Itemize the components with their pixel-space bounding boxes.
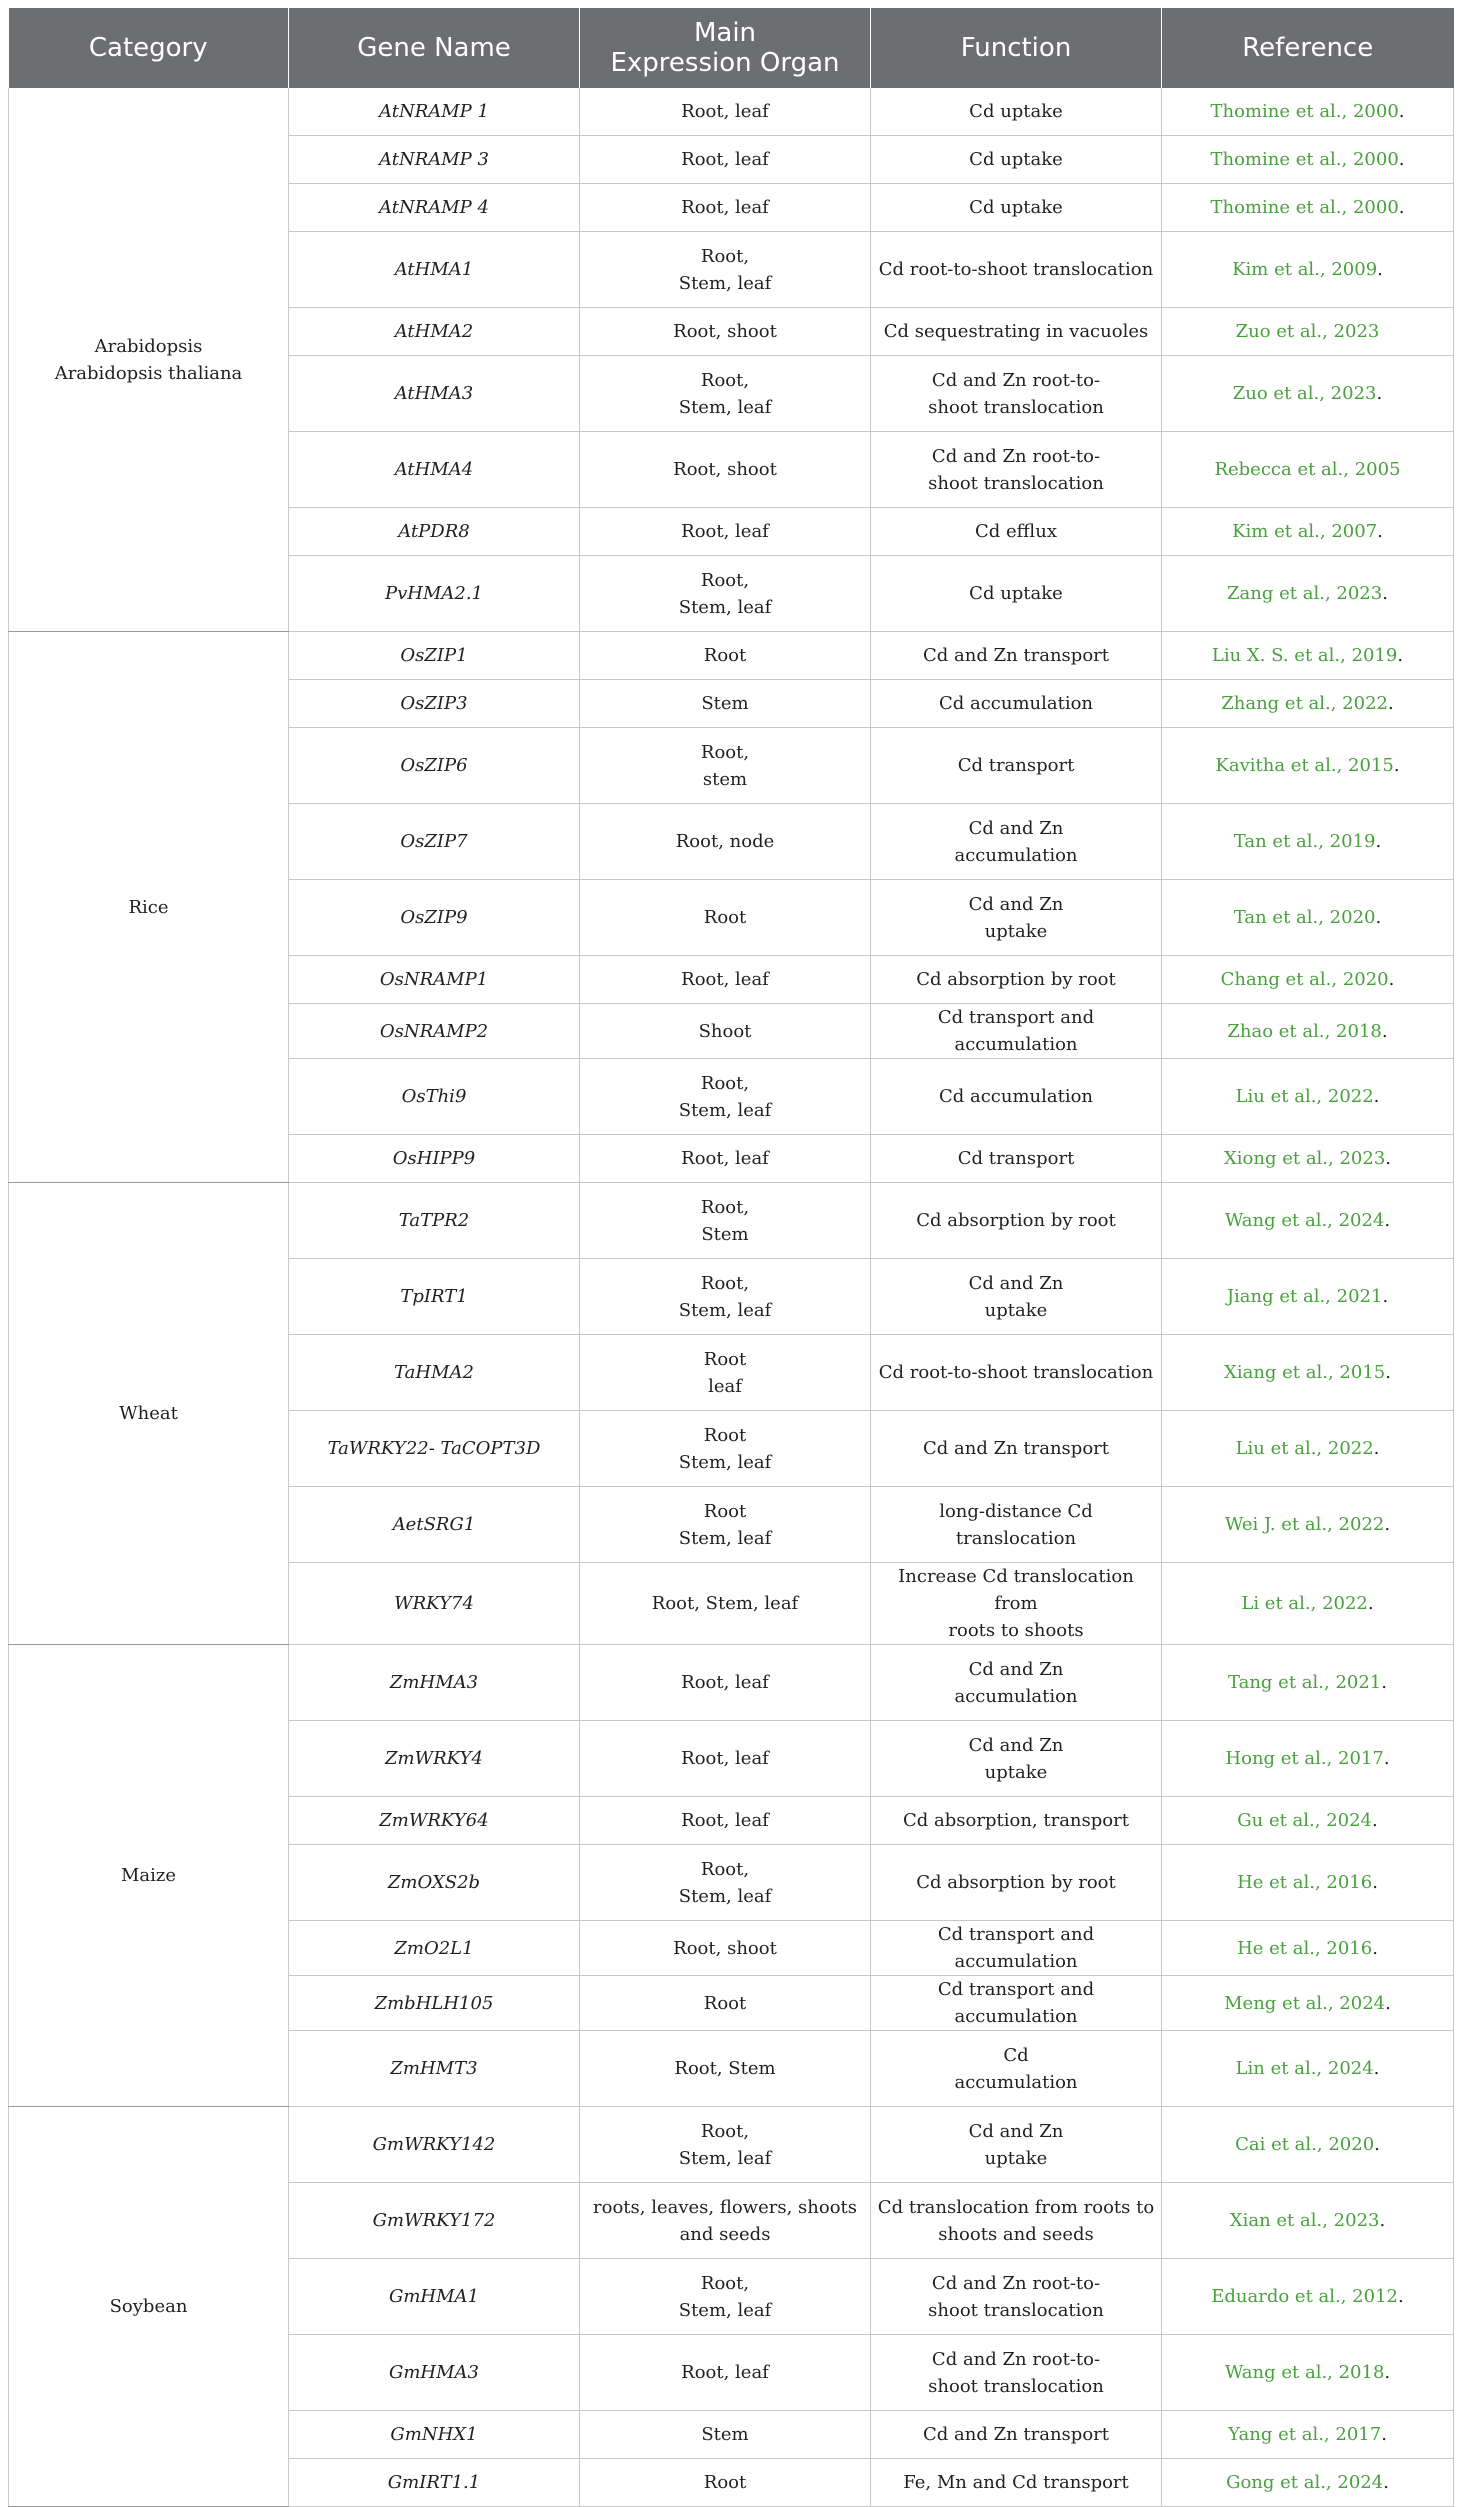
gene-name-cell: TaWRKY22- TaCOPT3D [289, 1411, 580, 1487]
header-category: Category [9, 8, 289, 88]
function-cell: Cd absorption, transport [871, 1797, 1162, 1845]
reference-cell [1162, 184, 1454, 232]
expression-organ-cell: Root, Stem, leaf [580, 556, 871, 632]
gene-name-cell: OsHIPP9 [289, 1135, 580, 1183]
gene-name-cell: PvHMA2.1 [289, 556, 580, 632]
table-row [9, 2107, 1454, 2183]
expression-organ-cell: Shoot [580, 1004, 871, 1059]
reference-cell [1162, 1411, 1454, 1487]
gene-name-cell: AtHMA1 [289, 232, 580, 308]
reference-cell [1162, 680, 1454, 728]
gene-name-cell: OsZIP6 [289, 728, 580, 804]
gene-name-cell: ZmHMT3 [289, 2031, 580, 2107]
reference-link[interactable]: Thomine et al., 2000 [1210, 101, 1399, 122]
expression-organ-cell: Root, Stem, leaf [580, 1259, 871, 1335]
category-cell: Rice [9, 632, 289, 1183]
reference-period: . [1377, 259, 1383, 280]
expression-organ-cell: Root [580, 632, 871, 680]
reference-cell [1162, 956, 1454, 1004]
reference-cell [1162, 1487, 1454, 1563]
reference-link[interactable]: Zhang et al., 2022 [1221, 693, 1388, 714]
function-cell: Cd and Zn uptake [871, 1721, 1162, 1797]
gene-name-cell: TpIRT1 [289, 1259, 580, 1335]
expression-organ-cell: Root, leaf [580, 136, 871, 184]
reference-cell [1162, 2031, 1454, 2107]
reference-cell [1162, 1845, 1454, 1921]
expression-organ-cell: Root, Stem, leaf [580, 232, 871, 308]
reference-link[interactable]: Rebecca et al., 2005 [1214, 459, 1401, 480]
expression-organ-cell: Stem [580, 2411, 871, 2459]
expression-organ-cell: Root, Stem [580, 1183, 871, 1259]
reference-period: . [1373, 1438, 1380, 1459]
gene-name-cell: ZmbHLH105 [289, 1976, 580, 2031]
category-cell: Soybean [9, 2107, 289, 2507]
reference-period: . [1385, 1992, 1391, 2014]
reference-link[interactable]: Gong et al., 2024 [1226, 2472, 1384, 2493]
reference-period: . [1372, 1810, 1378, 1831]
function-cell: Cd sequestrating in vacuoles [871, 308, 1162, 356]
gene-name-cell: AtHMA2 [289, 308, 580, 356]
gene-name-cell: AtNRAMP 3 [289, 136, 580, 184]
reference-period: . [1398, 2286, 1404, 2307]
header-gene-name: Gene Name [289, 8, 580, 88]
function-cell: Cd and Zn root-to- shoot translocation [871, 2259, 1162, 2335]
reference-link[interactable]: He et al., 2016 [1237, 1937, 1373, 1959]
expression-organ-cell: Root, Stem, leaf [580, 2259, 871, 2335]
reference-period: . [1385, 1362, 1391, 1383]
gene-name-cell: AetSRG1 [289, 1487, 580, 1563]
reference-cell [1162, 1797, 1454, 1845]
reference-period: . [1383, 2472, 1389, 2493]
function-cell: Increase Cd translocation from roots to shoots [871, 1563, 1162, 1645]
reference-period: . [1384, 2362, 1391, 2383]
reference-cell [1162, 1563, 1454, 1645]
function-cell: Cd accumulation [871, 1059, 1162, 1135]
reference-link[interactable]: Liu et al., 2022 [1235, 1086, 1374, 1107]
reference-link[interactable]: Thomine et al., 2000 [1210, 197, 1399, 218]
expression-organ-cell: Root Stem, leaf [580, 1487, 871, 1563]
expression-organ-cell: Root [580, 880, 871, 956]
function-cell: Cd uptake [871, 184, 1162, 232]
reference-period: . [1388, 693, 1394, 714]
function-cell: Cd transport and accumulation [871, 1921, 1162, 1976]
reference-period: . [1374, 2134, 1380, 2155]
gene-table-container [8, 8, 1453, 2507]
reference-period: . [1373, 1086, 1380, 1107]
gene-name-cell: OsNRAMP2 [289, 1004, 580, 1059]
reference-cell [1162, 1004, 1454, 1059]
reference-period: . [1379, 2210, 1386, 2231]
reference-period: . [1377, 521, 1383, 542]
expression-organ-cell: Root [580, 1976, 871, 2031]
reference-cell [1162, 1335, 1454, 1411]
reference-period: . [1372, 1872, 1378, 1893]
reference-cell [1162, 1135, 1454, 1183]
reference-link[interactable]: Yang et al., 2017 [1228, 2424, 1382, 2445]
gene-name-cell: GmHMA1 [289, 2259, 580, 2335]
reference-link[interactable]: Zhao et al., 2018 [1227, 1020, 1382, 1042]
table-body [9, 88, 1454, 2507]
expression-organ-cell: Root, Stem [580, 2031, 871, 2107]
expression-organ-cell: Root, leaf [580, 2335, 871, 2411]
gene-name-cell: ZmWRKY64 [289, 1797, 580, 1845]
expression-organ-cell: Root, Stem, leaf [580, 1845, 871, 1921]
expression-organ-cell: Root, shoot [580, 1921, 871, 1976]
reference-period: . [1398, 197, 1405, 218]
gene-name-cell: AtHMA3 [289, 356, 580, 432]
reference-cell [1162, 880, 1454, 956]
reference-cell [1162, 1183, 1454, 1259]
function-cell: Cd and Zn accumulation [871, 1645, 1162, 1721]
reference-cell [1162, 728, 1454, 804]
reference-link[interactable]: Tan et al., 2019 [1233, 831, 1376, 852]
table-row [9, 1645, 1454, 1721]
reference-link[interactable]: Tan et al., 2020 [1233, 907, 1376, 928]
expression-organ-cell: Root, leaf [580, 184, 871, 232]
expression-organ-cell: Root, Stem, leaf [580, 356, 871, 432]
reference-link[interactable]: Jiang et al., 2021 [1226, 1286, 1383, 1307]
expression-organ-cell: Root, leaf [580, 88, 871, 136]
reference-period: . [1381, 2424, 1387, 2445]
reference-link[interactable]: He et al., 2016 [1237, 1872, 1373, 1893]
table-row [9, 1183, 1454, 1259]
reference-period: . [1381, 1672, 1387, 1693]
reference-period: . [1381, 1020, 1388, 1042]
reference-cell [1162, 88, 1454, 136]
gene-name-cell: ZmO2L1 [289, 1921, 580, 1976]
reference-period: . [1393, 755, 1400, 776]
table-row [9, 88, 1454, 136]
gene-name-cell: GmNHX1 [289, 2411, 580, 2459]
gene-table [8, 8, 1454, 2507]
reference-cell [1162, 632, 1454, 680]
gene-name-cell: ZmHMA3 [289, 1645, 580, 1721]
function-cell: Cd efflux [871, 508, 1162, 556]
reference-period: . [1382, 1286, 1389, 1307]
function-cell: Cd uptake [871, 556, 1162, 632]
function-cell: Cd and Zn root-to- shoot translocation [871, 356, 1162, 432]
function-cell: Cd absorption by root [871, 1183, 1162, 1259]
expression-organ-cell: Root, leaf [580, 508, 871, 556]
function-cell: Cd transport and accumulation [871, 1976, 1162, 2031]
expression-organ-cell: Root, Stem, leaf [580, 1059, 871, 1135]
expression-organ-cell: Root, leaf [580, 1135, 871, 1183]
reference-cell [1162, 308, 1454, 356]
reference-cell [1162, 1059, 1454, 1135]
reference-cell [1162, 136, 1454, 184]
reference-link[interactable]: Xiang et al., 2015 [1224, 1362, 1386, 1383]
expression-organ-cell: Root, leaf [580, 1721, 871, 1797]
gene-name-cell: AtHMA4 [289, 432, 580, 508]
category-cell: Wheat [9, 1183, 289, 1645]
gene-name-cell: OsThi9 [289, 1059, 580, 1135]
reference-link[interactable]: Cai et al., 2020 [1235, 2134, 1375, 2155]
reference-period: . [1398, 149, 1405, 170]
expression-organ-cell: Root, stem [580, 728, 871, 804]
header-expression-organ: Main Expression Organ [580, 8, 871, 88]
expression-organ-cell: Stem [580, 680, 871, 728]
function-cell: Cd and Zn uptake [871, 1259, 1162, 1335]
reference-link[interactable]: Zuo et al., 2023 [1235, 321, 1380, 342]
table-row [9, 632, 1454, 680]
function-cell: Cd translocation from roots to shoots and seeds [871, 2183, 1162, 2259]
function-cell: Cd transport [871, 1135, 1162, 1183]
reference-cell [1162, 2335, 1454, 2411]
expression-organ-cell: Root, shoot [580, 432, 871, 508]
reference-cell [1162, 2411, 1454, 2459]
reference-link[interactable]: Kim et al., 2009 [1232, 259, 1378, 280]
reference-period: . [1376, 383, 1383, 404]
expression-organ-cell: Root, node [580, 804, 871, 880]
reference-link[interactable]: Liu et al., 2022 [1235, 1438, 1374, 1459]
reference-cell [1162, 1921, 1454, 1976]
gene-name-cell: OsNRAMP1 [289, 956, 580, 1004]
function-cell: Cd absorption by root [871, 1845, 1162, 1921]
gene-name-cell: OsZIP1 [289, 632, 580, 680]
reference-link[interactable]: Zuo et al., 2023 [1232, 383, 1377, 404]
expression-organ-cell: Root, leaf [580, 1645, 871, 1721]
expression-organ-cell: Root, shoot [580, 308, 871, 356]
reference-link[interactable]: Lin et al., 2024 [1235, 2058, 1374, 2079]
expression-organ-cell: Root Stem, leaf [580, 1411, 871, 1487]
reference-cell [1162, 804, 1454, 880]
gene-name-cell: GmIRT1.1 [289, 2459, 580, 2507]
reference-cell [1162, 2107, 1454, 2183]
category-cell: Arabidopsis Arabidopsis thaliana [9, 88, 289, 632]
function-cell: Cd uptake [871, 136, 1162, 184]
reference-period: . [1373, 2058, 1380, 2079]
function-cell: Cd accumulation [871, 680, 1162, 728]
reference-cell [1162, 556, 1454, 632]
gene-name-cell: TaTPR2 [289, 1183, 580, 1259]
reference-period: . [1372, 1937, 1378, 1959]
reference-cell [1162, 1259, 1454, 1335]
function-cell: Cd and Zn transport [871, 632, 1162, 680]
expression-organ-cell: Root [580, 2459, 871, 2507]
reference-link[interactable]: Wang et al., 2024 [1224, 1210, 1385, 1231]
reference-link[interactable]: Hong et al., 2017 [1225, 1748, 1384, 1769]
function-cell: Cd root-to-shoot translocation [871, 1335, 1162, 1411]
reference-period: . [1383, 1748, 1390, 1769]
header-reference: Reference [1162, 8, 1454, 88]
reference-link[interactable]: Liu X. S. et al., 2019 [1211, 645, 1398, 666]
reference-link[interactable]: Wang et al., 2018 [1224, 2362, 1385, 2383]
gene-name-cell: GmWRKY142 [289, 2107, 580, 2183]
reference-cell [1162, 1721, 1454, 1797]
function-cell: Cd and Zn root-to- shoot translocation [871, 2335, 1162, 2411]
reference-cell [1162, 356, 1454, 432]
reference-cell [1162, 1645, 1454, 1721]
gene-name-cell: WRKY74 [289, 1563, 580, 1645]
gene-name-cell: OsZIP9 [289, 880, 580, 956]
function-cell: Cd transport and accumulation [871, 1004, 1162, 1059]
gene-name-cell: OsZIP7 [289, 804, 580, 880]
function-cell: Cd transport [871, 728, 1162, 804]
function-cell: Cd and Zn uptake [871, 880, 1162, 956]
reference-link[interactable]: Gu et al., 2024 [1237, 1810, 1373, 1831]
function-cell: Cd and Zn root-to- shoot translocation [871, 432, 1162, 508]
function-cell: Cd uptake [871, 88, 1162, 136]
reference-cell [1162, 432, 1454, 508]
reference-link[interactable]: Tang et al., 2021 [1228, 1672, 1382, 1693]
gene-name-cell: GmWRKY172 [289, 2183, 580, 2259]
expression-organ-cell: Root, leaf [580, 956, 871, 1004]
reference-link[interactable]: Thomine et al., 2000 [1210, 149, 1399, 170]
reference-link[interactable]: Xiong et al., 2023 [1223, 1148, 1386, 1169]
function-cell: Cd root-to-shoot translocation [871, 232, 1162, 308]
reference-period: . [1384, 1210, 1391, 1231]
reference-link[interactable]: Xian et al., 2023 [1229, 2210, 1380, 2231]
expression-organ-cell: Root, Stem, leaf [580, 1563, 871, 1645]
reference-period: . [1384, 1514, 1391, 1535]
function-cell: Cd and Zn transport [871, 1411, 1162, 1487]
reference-period: . [1382, 583, 1388, 604]
reference-cell [1162, 1976, 1454, 2031]
function-cell: Cd and Zn accumulation [871, 804, 1162, 880]
reference-link[interactable]: Eduardo et al., 2012 [1211, 2286, 1398, 2307]
reference-period: . [1375, 831, 1382, 852]
reference-link[interactable]: Kim et al., 2007 [1232, 521, 1378, 542]
expression-organ-cell: Root, leaf [580, 1797, 871, 1845]
gene-name-cell: AtNRAMP 4 [289, 184, 580, 232]
gene-name-cell: AtPDR8 [289, 508, 580, 556]
function-cell: long-distance Cd translocation [871, 1487, 1162, 1563]
function-cell: Cd absorption by root [871, 956, 1162, 1004]
function-cell: Cd accumulation [871, 2031, 1162, 2107]
reference-link[interactable]: Kavitha et al., 2015 [1215, 755, 1394, 776]
reference-period: . [1367, 1593, 1374, 1614]
reference-link[interactable]: Li et al., 2022 [1241, 1593, 1368, 1614]
reference-link[interactable]: Zang et al., 2023 [1227, 583, 1383, 604]
gene-name-cell: OsZIP3 [289, 680, 580, 728]
reference-period: . [1397, 645, 1404, 666]
expression-organ-cell: roots, leaves, flowers, shoots and seeds [580, 2183, 871, 2259]
expression-organ-cell: Root leaf [580, 1335, 871, 1411]
reference-cell [1162, 232, 1454, 308]
category-cell: Maize [9, 1645, 289, 2107]
reference-period: . [1388, 969, 1395, 990]
table-header [9, 8, 1454, 88]
expression-organ-cell: Root, Stem, leaf [580, 2107, 871, 2183]
reference-period: . [1398, 101, 1405, 122]
reference-link[interactable]: Meng et al., 2024 [1224, 1992, 1386, 2014]
reference-cell [1162, 2459, 1454, 2507]
header-row [9, 8, 1454, 88]
gene-name-cell: ZmOXS2b [289, 1845, 580, 1921]
reference-link[interactable]: Wei J. et al., 2022 [1224, 1514, 1385, 1535]
function-cell: Cd and Zn transport [871, 2411, 1162, 2459]
gene-name-cell: ZmWRKY4 [289, 1721, 580, 1797]
reference-cell [1162, 2183, 1454, 2259]
reference-cell [1162, 508, 1454, 556]
gene-name-cell: TaHMA2 [289, 1335, 580, 1411]
reference-cell [1162, 2259, 1454, 2335]
reference-period: . [1385, 1148, 1392, 1169]
reference-period: . [1375, 907, 1382, 928]
function-cell: Fe, Mn and Cd transport [871, 2459, 1162, 2507]
header-function: Function [871, 8, 1162, 88]
gene-name-cell: GmHMA3 [289, 2335, 580, 2411]
function-cell: Cd and Zn uptake [871, 2107, 1162, 2183]
reference-link[interactable]: Chang et al., 2020 [1220, 969, 1389, 990]
gene-name-cell: AtNRAMP 1 [289, 88, 580, 136]
